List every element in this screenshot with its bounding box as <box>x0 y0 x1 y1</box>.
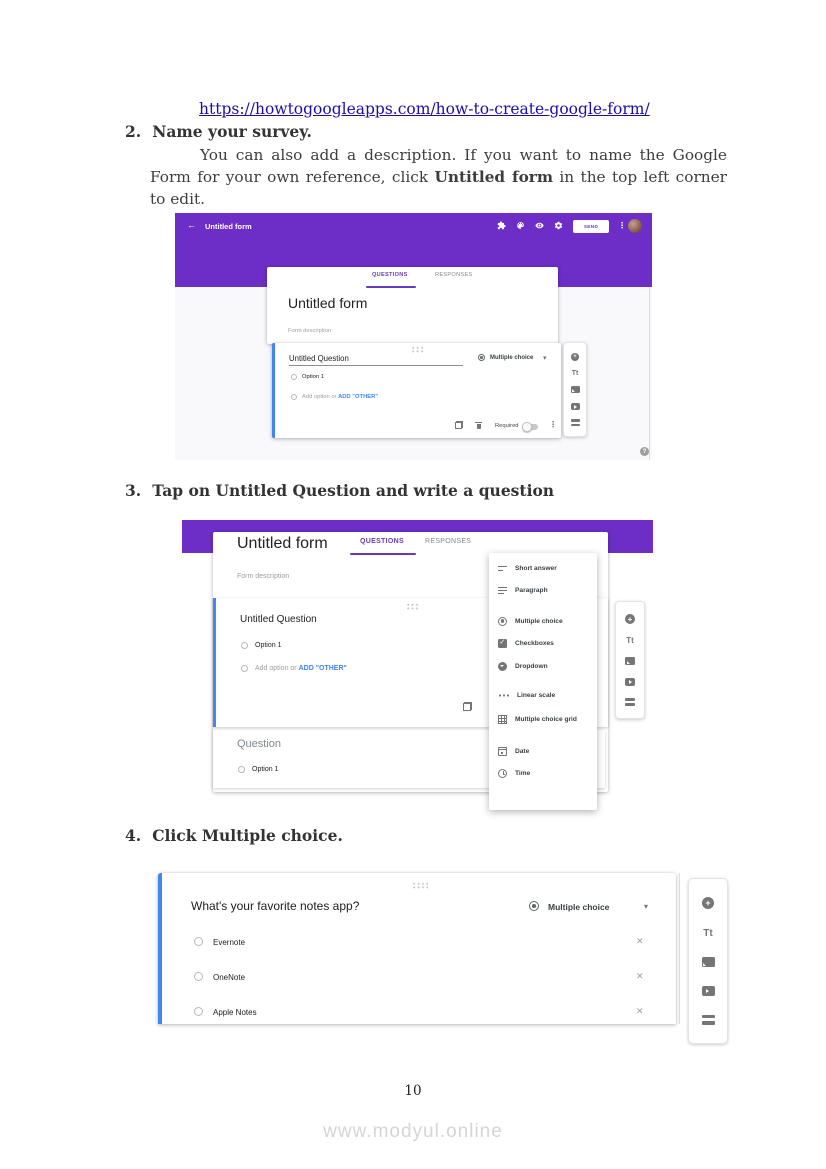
delete-icon[interactable] <box>475 421 482 429</box>
question-card <box>158 873 676 1024</box>
option-radio[interactable] <box>291 374 297 380</box>
remove-option-icon[interactable]: ✕ <box>636 936 644 946</box>
form-title-field[interactable]: Untitled form <box>288 295 368 311</box>
page-number: 10 <box>404 1083 422 1099</box>
form-description-field[interactable]: Form description <box>288 328 332 334</box>
drag-handle-icon[interactable] <box>411 346 424 353</box>
step-3-heading <box>125 481 554 500</box>
option-radio[interactable] <box>194 1007 203 1016</box>
remove-option-icon[interactable]: ✕ <box>636 971 644 981</box>
menu-item-multiple-choice[interactable] <box>498 615 563 627</box>
option-label[interactable]: OneNote <box>213 973 246 982</box>
tab-responses[interactable]: RESPONSES <box>425 538 472 545</box>
duplicate-icon[interactable] <box>455 421 463 429</box>
form-description-field[interactable]: Form description <box>237 573 290 580</box>
menu-label: Linear scale <box>517 691 556 699</box>
multiple-choice-type-icon <box>478 354 485 361</box>
step-3-number: 3. <box>125 481 142 500</box>
short-answer-icon <box>498 564 507 573</box>
screenshot-question-types <box>182 520 653 794</box>
menu-item-paragraph[interactable] <box>498 584 548 596</box>
option-1-label[interactable]: Option 1 <box>255 642 282 649</box>
step-2-number: 2. <box>125 122 142 141</box>
menu-label: Time <box>515 769 531 777</box>
tab-questions[interactable]: QUESTIONS <box>360 538 404 545</box>
menu-item-date[interactable] <box>498 745 529 757</box>
add-section-icon[interactable] <box>571 419 580 426</box>
option-radio[interactable] <box>194 937 203 946</box>
add-question-icon[interactable]: + <box>702 897 714 909</box>
step-2-heading <box>125 122 312 141</box>
chevron-down-icon[interactable]: ▾ <box>543 355 547 362</box>
overflow-menu-icon[interactable]: ⋮ <box>618 221 626 230</box>
clipped-form-title[interactable] <box>237 535 367 557</box>
form-title-card <box>267 267 558 344</box>
intro-line-2-pre: Form for your own reference, click <box>150 168 435 186</box>
step-4-heading <box>125 826 343 845</box>
add-image-icon[interactable] <box>702 957 715 967</box>
question-title-field[interactable]: Untitled Question <box>289 354 349 363</box>
multiple-choice-icon <box>498 617 507 626</box>
back-arrow-icon[interactable]: ← <box>187 220 196 230</box>
menu-label: Date <box>515 747 530 755</box>
intro-line-2-bold: Untitled form <box>434 168 554 186</box>
option-radio[interactable] <box>238 766 245 773</box>
remove-option-icon[interactable]: ✕ <box>636 1006 644 1016</box>
tab-indicator <box>366 286 416 288</box>
menu-label: Multiple choice grid <box>515 715 577 723</box>
settings-gear-icon[interactable] <box>554 221 563 230</box>
question-toolbar <box>615 601 645 719</box>
addons-puzzle-icon[interactable] <box>497 221 506 230</box>
header-actions <box>497 221 563 230</box>
drag-handle-icon[interactable] <box>406 603 419 610</box>
add-section-icon[interactable] <box>702 1015 715 1025</box>
menu-label: Short answer <box>515 564 557 572</box>
scrollbar-track[interactable] <box>679 873 680 1024</box>
screenshot-multiple-choice <box>158 870 726 1024</box>
intro-line-3: to edit. <box>150 190 205 208</box>
form-title-header[interactable]: Untitled form <box>205 222 252 231</box>
paragraph-icon <box>498 586 507 595</box>
add-section-icon[interactable] <box>625 698 635 706</box>
question-overflow-icon[interactable]: ⋮ <box>549 420 557 429</box>
help-icon[interactable]: ? <box>640 447 649 456</box>
add-option-row[interactable] <box>255 665 347 672</box>
question-type-select[interactable]: Multiple choice <box>548 902 610 912</box>
next-option-1-label[interactable]: Option 1 <box>252 766 279 773</box>
tab-questions[interactable]: QUESTIONS <box>372 272 408 278</box>
question-title-underline <box>289 365 463 366</box>
option-label[interactable]: Evernote <box>213 938 246 947</box>
add-question-icon[interactable]: + <box>625 614 635 624</box>
add-text-icon[interactable]: Tt <box>626 636 634 646</box>
menu-label: Paragraph <box>515 586 548 594</box>
intro-line-2-post: in the top left corner <box>553 168 727 186</box>
question-type-menu <box>489 553 597 810</box>
preview-eye-icon[interactable] <box>535 221 544 230</box>
scrollbar-track[interactable] <box>649 287 650 460</box>
form-title-text: Untitled form <box>237 535 328 552</box>
date-icon <box>498 747 507 756</box>
grid-icon <box>498 715 507 724</box>
question-type-select[interactable]: Multiple choice <box>490 355 534 361</box>
add-option-label[interactable]: Add option or <box>255 665 299 672</box>
time-icon <box>498 769 507 778</box>
theme-palette-icon[interactable] <box>516 221 525 230</box>
checkboxes-icon <box>498 639 507 648</box>
add-question-icon[interactable]: + <box>571 353 579 361</box>
step-2-title: Name your survey. <box>152 122 312 141</box>
add-option-row[interactable] <box>302 394 378 400</box>
menu-item-linear-scale[interactable] <box>498 689 555 701</box>
add-video-icon[interactable] <box>625 678 635 686</box>
duplicate-icon[interactable] <box>463 702 472 711</box>
menu-item-dropdown[interactable] <box>498 660 548 672</box>
option-radio[interactable] <box>241 642 248 649</box>
account-avatar[interactable] <box>628 219 642 233</box>
menu-label: Dropdown <box>515 662 548 670</box>
option-1-label[interactable]: Option 1 <box>302 374 324 380</box>
step-3-title: Tap on Untitled Question and write a question <box>152 481 555 500</box>
step-4-title: Click Multiple choice. <box>152 826 343 845</box>
menu-item-checkboxes[interactable] <box>498 637 554 649</box>
question-toolbar <box>688 878 728 1044</box>
menu-item-short-answer[interactable] <box>498 562 557 574</box>
step-4-number: 4. <box>125 826 142 845</box>
dropdown-icon <box>498 662 507 671</box>
add-other-link[interactable]: ADD "OTHER" <box>298 665 347 672</box>
menu-item-multiple-choice-grid[interactable] <box>498 713 577 725</box>
next-question-title[interactable]: Question <box>237 738 282 750</box>
intro-line-2 <box>150 166 727 188</box>
menu-item-time[interactable] <box>498 767 530 779</box>
add-option-label[interactable]: Add option or <box>302 394 339 400</box>
required-toggle[interactable] <box>523 424 538 430</box>
tutorial-link[interactable]: https://howtogoogleapps.com/how-to-create-google-form/ <box>199 100 650 118</box>
add-image-icon[interactable] <box>625 657 635 665</box>
question-title-field[interactable]: Untitled Question <box>240 614 317 625</box>
multiple-choice-type-icon <box>529 901 539 911</box>
option-label[interactable]: Apple Notes <box>213 1008 257 1017</box>
add-video-icon[interactable] <box>571 403 580 410</box>
add-video-icon[interactable] <box>702 986 715 996</box>
menu-label: Checkboxes <box>515 639 554 647</box>
drag-handle-icon[interactable] <box>412 882 428 889</box>
menu-label: Multiple choice <box>515 617 563 625</box>
add-option-radio[interactable] <box>241 665 248 672</box>
question-toolbar <box>563 342 587 437</box>
chevron-down-icon[interactable]: ▾ <box>644 902 649 911</box>
add-other-link[interactable]: ADD "OTHER" <box>338 394 379 400</box>
add-text-icon[interactable]: Tt <box>703 927 713 939</box>
screenshot-name-survey <box>175 213 652 460</box>
send-button[interactable]: SEND <box>573 220 609 233</box>
option-radio[interactable] <box>194 972 203 981</box>
question-card <box>272 343 561 438</box>
add-option-radio[interactable] <box>291 394 297 400</box>
add-text-icon[interactable]: Tt <box>571 370 579 378</box>
linear-scale-icon <box>498 691 509 700</box>
tab-responses[interactable]: RESPONSES <box>435 272 473 278</box>
add-image-icon[interactable] <box>571 386 580 393</box>
intro-line-1: You can also add a description. If you want to name the Google <box>200 146 727 164</box>
watermark: www.modyul.online <box>323 1121 503 1142</box>
question-title-field[interactable]: What's your favorite notes app? <box>191 899 360 913</box>
required-label: Required <box>495 423 519 429</box>
